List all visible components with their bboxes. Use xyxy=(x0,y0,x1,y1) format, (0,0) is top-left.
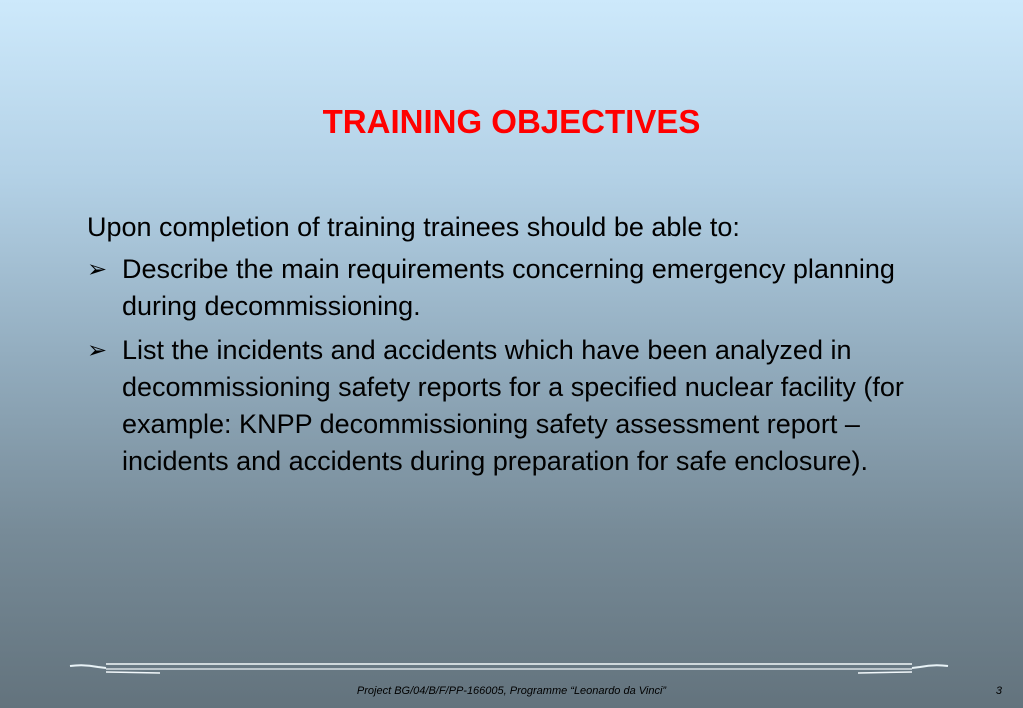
objective-item xyxy=(87,332,917,480)
objective-text: Describe the main requirements concerning emergency planning during decommissioning. xyxy=(122,254,895,321)
footer-divider xyxy=(68,660,950,678)
arrow-bullet-icon: ➢ xyxy=(87,337,108,364)
slide-body xyxy=(87,209,917,487)
intro-text: Upon completion of training trainees should be able to: xyxy=(87,212,740,242)
objective-text: List the incidents and accidents which have been analyzed in decommissioning safety reports for a specified nuclear facility (for example: KNPP decommissioning safety assessment report – incidents and accidents during preparation for safe enclosure). xyxy=(122,335,904,476)
slide-title: TRAINING OBJECTIVES xyxy=(322,103,701,140)
page-number: 3 xyxy=(995,685,1002,697)
footer-project-label: Project BG/04/B/F/PP-166005, Programme “Leonardo da Vinci” xyxy=(356,685,667,697)
objective-item xyxy=(87,251,917,325)
arrow-bullet-icon: ➢ xyxy=(87,256,108,283)
objectives-list xyxy=(87,251,917,480)
